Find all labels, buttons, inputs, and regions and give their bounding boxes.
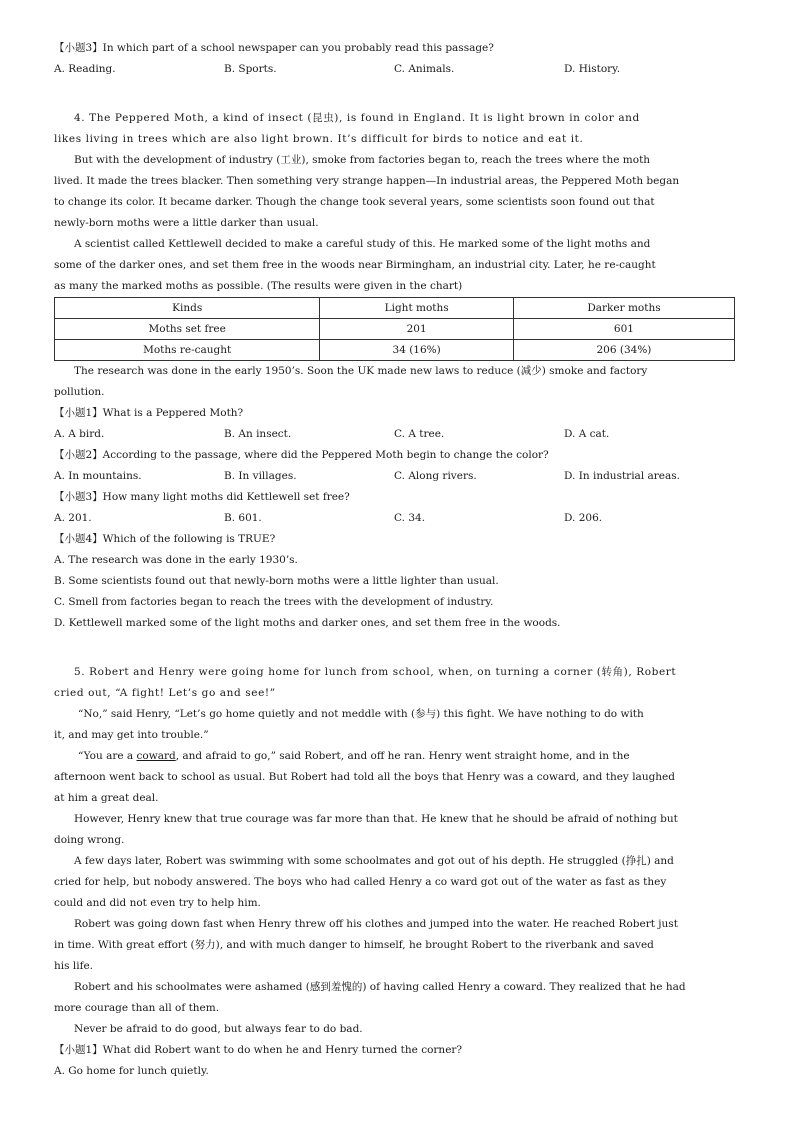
passage-line: more courage than all of them. bbox=[54, 1002, 220, 1014]
spacer bbox=[54, 634, 740, 662]
passage-line: to change its color. It became darker. Though the change took several years, some scientists soon found out that bbox=[54, 196, 655, 208]
option-c: C. Along rivers. bbox=[394, 470, 477, 482]
passage-line: pollution. bbox=[54, 386, 105, 398]
option-a: A. 201. bbox=[54, 512, 92, 524]
exam-page bbox=[54, 38, 740, 1082]
passage-line: newly-born moths were a little darker than usual. bbox=[54, 217, 319, 229]
passage-line: cried out, “A fight! Let’s go and see!” bbox=[54, 687, 276, 699]
passage-line: A scientist called Kettlewell decided to make a careful study of this. He marked some of the light moths and bbox=[74, 238, 651, 250]
passage-line: Robert was going down fast when Henry threw off his clothes and jumped into the water. He reached Robert just bbox=[74, 918, 678, 930]
answer-options bbox=[54, 508, 740, 529]
option-a: A. Go home for lunch quietly. bbox=[54, 1065, 209, 1077]
passage-line: some of the darker ones, and set them free in the woods near Birmingham, an industrial city. Later, he re-caught bbox=[54, 259, 656, 271]
passage-line: Robert and his schoolmates were ashamed (感到羞愧的) of having called Henry a coward. They realized that he had bbox=[74, 981, 686, 993]
option-d: D. A cat. bbox=[564, 428, 610, 440]
table-row bbox=[55, 319, 735, 340]
option-d: D. 206. bbox=[564, 512, 603, 524]
table-cell: 206 (34%) bbox=[513, 340, 734, 361]
answer-options bbox=[54, 59, 740, 80]
table-cell: 601 bbox=[513, 319, 734, 340]
passage-line: The research was done in the early 1950’s. Soon the UK made new laws to reduce (减少) smoke and factory bbox=[74, 365, 648, 377]
table-row bbox=[55, 340, 735, 361]
option-c: C. A tree. bbox=[394, 428, 445, 440]
question-stem: 【小题1】What did Robert want to do when he and Henry turned the corner? bbox=[54, 1044, 463, 1056]
option-b: B. An insect. bbox=[224, 428, 292, 440]
passage-line: 5. Robert and Henry were going home for lunch from school, when, on turning a corner (转角), Robert bbox=[74, 666, 677, 678]
question-stem: 【小题1】What is a Peppered Moth? bbox=[54, 407, 244, 419]
answer-options bbox=[54, 466, 740, 487]
passage-line: doing wrong. bbox=[54, 834, 125, 846]
option-d: D. In industrial areas. bbox=[564, 470, 680, 482]
table-header-row bbox=[55, 298, 735, 319]
table-cell: 201 bbox=[320, 319, 514, 340]
table-header-cell: Darker moths bbox=[513, 298, 734, 319]
option-b: B. In villages. bbox=[224, 470, 297, 482]
question-stem: 【小题3】In which part of a school newspaper can you probably read this passage? bbox=[54, 42, 494, 54]
spacer bbox=[54, 80, 740, 108]
table-cell: Moths set free bbox=[55, 319, 320, 340]
question-stem: 【小题4】Which of the following is TRUE? bbox=[54, 533, 276, 545]
table-cell: 34 (16%) bbox=[320, 340, 514, 361]
passage-line: 4. The Peppered Moth, a kind of insect (昆虫), is found in England. It is light brown in color and bbox=[74, 112, 640, 124]
passage-line: However, Henry knew that true courage was far more than that. He knew that he should be afraid of nothing but bbox=[74, 813, 678, 825]
option-c: C. Smell from factories began to reach the trees with the development of industry. bbox=[54, 596, 494, 608]
option-c: C. Animals. bbox=[394, 63, 455, 75]
passage-line: But with the development of industry (工业), smoke from factories began to, reach the trees where the moth bbox=[74, 154, 651, 166]
option-b: B. Sports. bbox=[224, 63, 277, 75]
option-c: C. 34. bbox=[394, 512, 426, 524]
option-b: B. 601. bbox=[224, 512, 262, 524]
passage-line: could and did not even try to help him. bbox=[54, 897, 261, 909]
answer-options bbox=[54, 424, 740, 445]
passage-line: it, and may get into trouble.” bbox=[54, 729, 209, 741]
passage-line: afternoon went back to school as usual. But Robert had told all the boys that Henry was a coward, and they laughed bbox=[54, 771, 675, 783]
passage-line: Never be afraid to do good, but always fear to do bad. bbox=[74, 1023, 363, 1035]
passage-line: lived. It made the trees blacker. Then something very strange happen—In industrial areas, the Peppered Moth began bbox=[54, 175, 680, 187]
table-cell: Moths re-caught bbox=[55, 340, 320, 361]
option-a: A. In mountains. bbox=[54, 470, 142, 482]
option-b: B. Some scientists found out that newly-born moths were a little lighter than usual. bbox=[54, 575, 499, 587]
option-a: A. The research was done in the early 1930’s. bbox=[54, 554, 298, 566]
question-stem: 【小题2】According to the passage, where did the Peppered Moth begin to change the color? bbox=[54, 449, 549, 461]
option-d: D. History. bbox=[564, 63, 621, 75]
text-run: “You are a bbox=[78, 750, 137, 762]
option-a: A. A bird. bbox=[54, 428, 105, 440]
question-stem: 【小题3】How many light moths did Kettlewell set free? bbox=[54, 491, 350, 503]
passage-line: “No,” said Henry, “Let’s go home quietly and not meddle with (参与) this fight. We have nothing to do with bbox=[78, 708, 644, 720]
passage-line: his life. bbox=[54, 960, 94, 972]
option-d: D. Kettlewell marked some of the light moths and darker ones, and set them free in the woods. bbox=[54, 617, 561, 629]
results-table bbox=[54, 297, 735, 361]
underlined-word: coward bbox=[136, 750, 176, 762]
passage-line: likes living in trees which are also light brown. It’s difficult for birds to notice and eat it. bbox=[54, 133, 584, 145]
passage-line: in time. With great effort (努力), and with much danger to himself, he brought Robert to the riverbank and saved bbox=[54, 939, 654, 951]
text-run: , and afraid to go,” said Robert, and off he ran. Henry went straight home, and in the bbox=[175, 750, 630, 762]
passage-line: cried for help, but nobody answered. The boys who had called Henry a co ward got out of the water as fast as they bbox=[54, 876, 667, 888]
table-header-cell: Light moths bbox=[320, 298, 514, 319]
passage-line: as many the marked moths as possible. (The results were given in the chart) bbox=[54, 280, 463, 292]
table-header-cell: Kinds bbox=[55, 298, 320, 319]
option-a: A. Reading. bbox=[54, 63, 116, 75]
passage-line: at him a great deal. bbox=[54, 792, 159, 804]
passage-line: A few days later, Robert was swimming with some schoolmates and got out of his depth. He struggled (挣扎) and bbox=[74, 855, 674, 867]
passage-line bbox=[54, 746, 740, 767]
